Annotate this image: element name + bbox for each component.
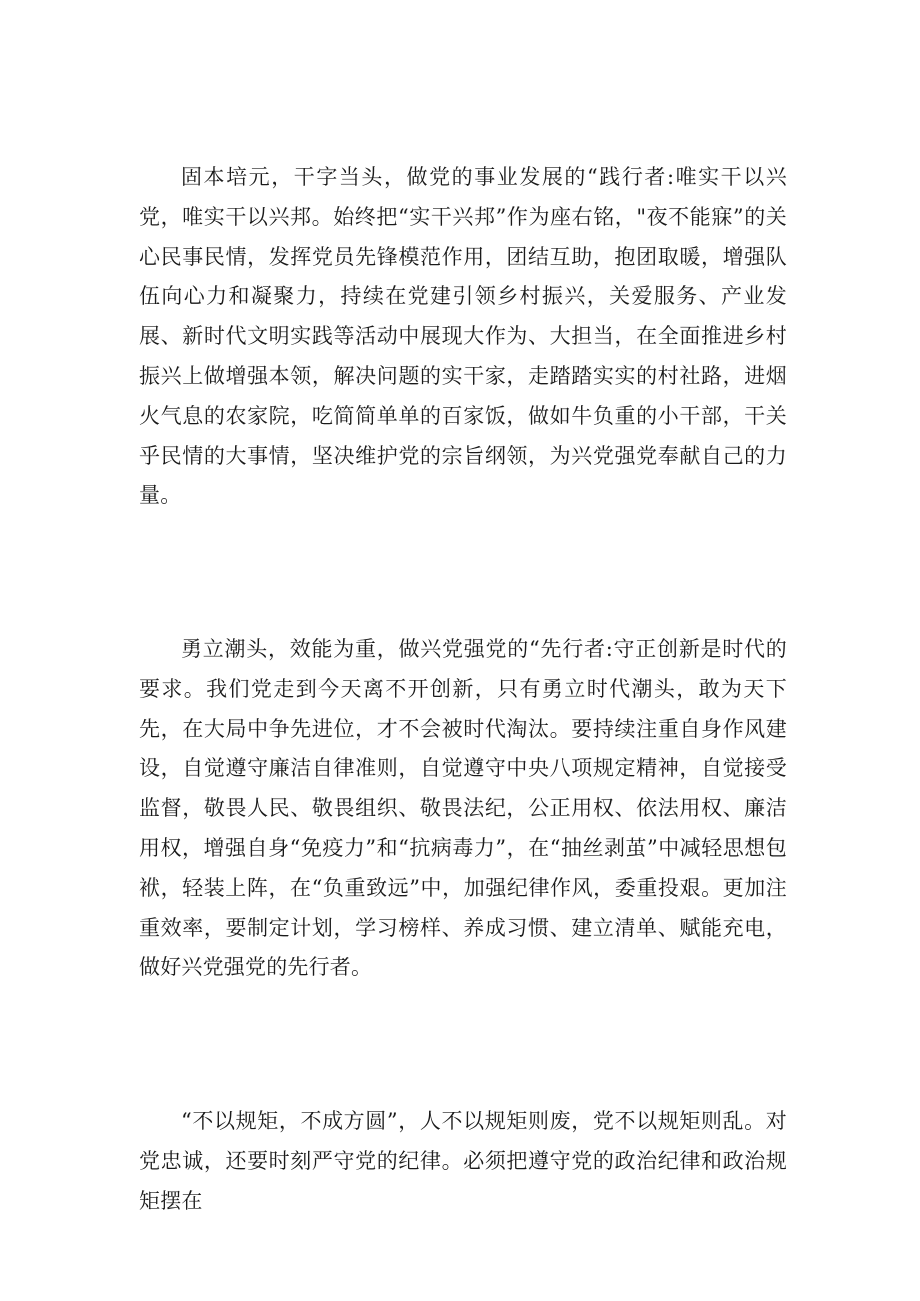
paragraph-1: 固本培元，干字当头，做党的事业发展的“践行者:唯实干以兴党，唯实干以兴邦。始终把“实干兴邦”作为座右铭，"夜不能寐”的关心民事民情，发挥党员先锋模范作用，团结互助，抱团取暖，增强队伍向心力和凝聚力，持续在党建引领乡村振兴，关爱服务、产业发展、新时代文明实践等活动中展现大作为、大担当，在全面推进乡村振兴上做增强本领，解决问题的实干家，走踏踏实实的村社路，进烟火气息的农家院，吃简简单单的百家饭，做如牛负重的小干部，干关乎民情的大事情，坚决维护党的宗旨纲领，为兴党强党奉献自己的力量。 [139,165,787,508]
paragraph-2: 勇立潮头，效能为重，做兴党强党的“先行者:守正创新是时代的要求。我们党走到今天离不开创新，只有勇立时代潮头，敢为天下先，在大局中争先进位，才不会被时代淘汰。要持续注重自身作风建设，自觉遵守廉洁自律准则，自觉遵守中央八项规定精神，自觉接受监督，敬畏人民、敬畏组织、敬畏法纪，公正用权、依法用权、廉洁用权，增强自身“免疫力”和“抗病毒力”，在“抽丝剥茧”中减轻思想包袱，轻装上阵，在“负重致远”中，加强纪律作风，委重投艰。更加注重效率，要制定计划，学习榜样、养成习惯、建立清单、赋能充电，做好兴党强党的先行者。 [139,637,787,980]
paragraph-3: “不以规矩，不成方圆”，人不以规矩则废，党不以规矩则乱。对党忠诚，还要时刻严守党的纪律。必须把遵守党的政治纪律和政治规矩摆在 [139,1109,787,1213]
